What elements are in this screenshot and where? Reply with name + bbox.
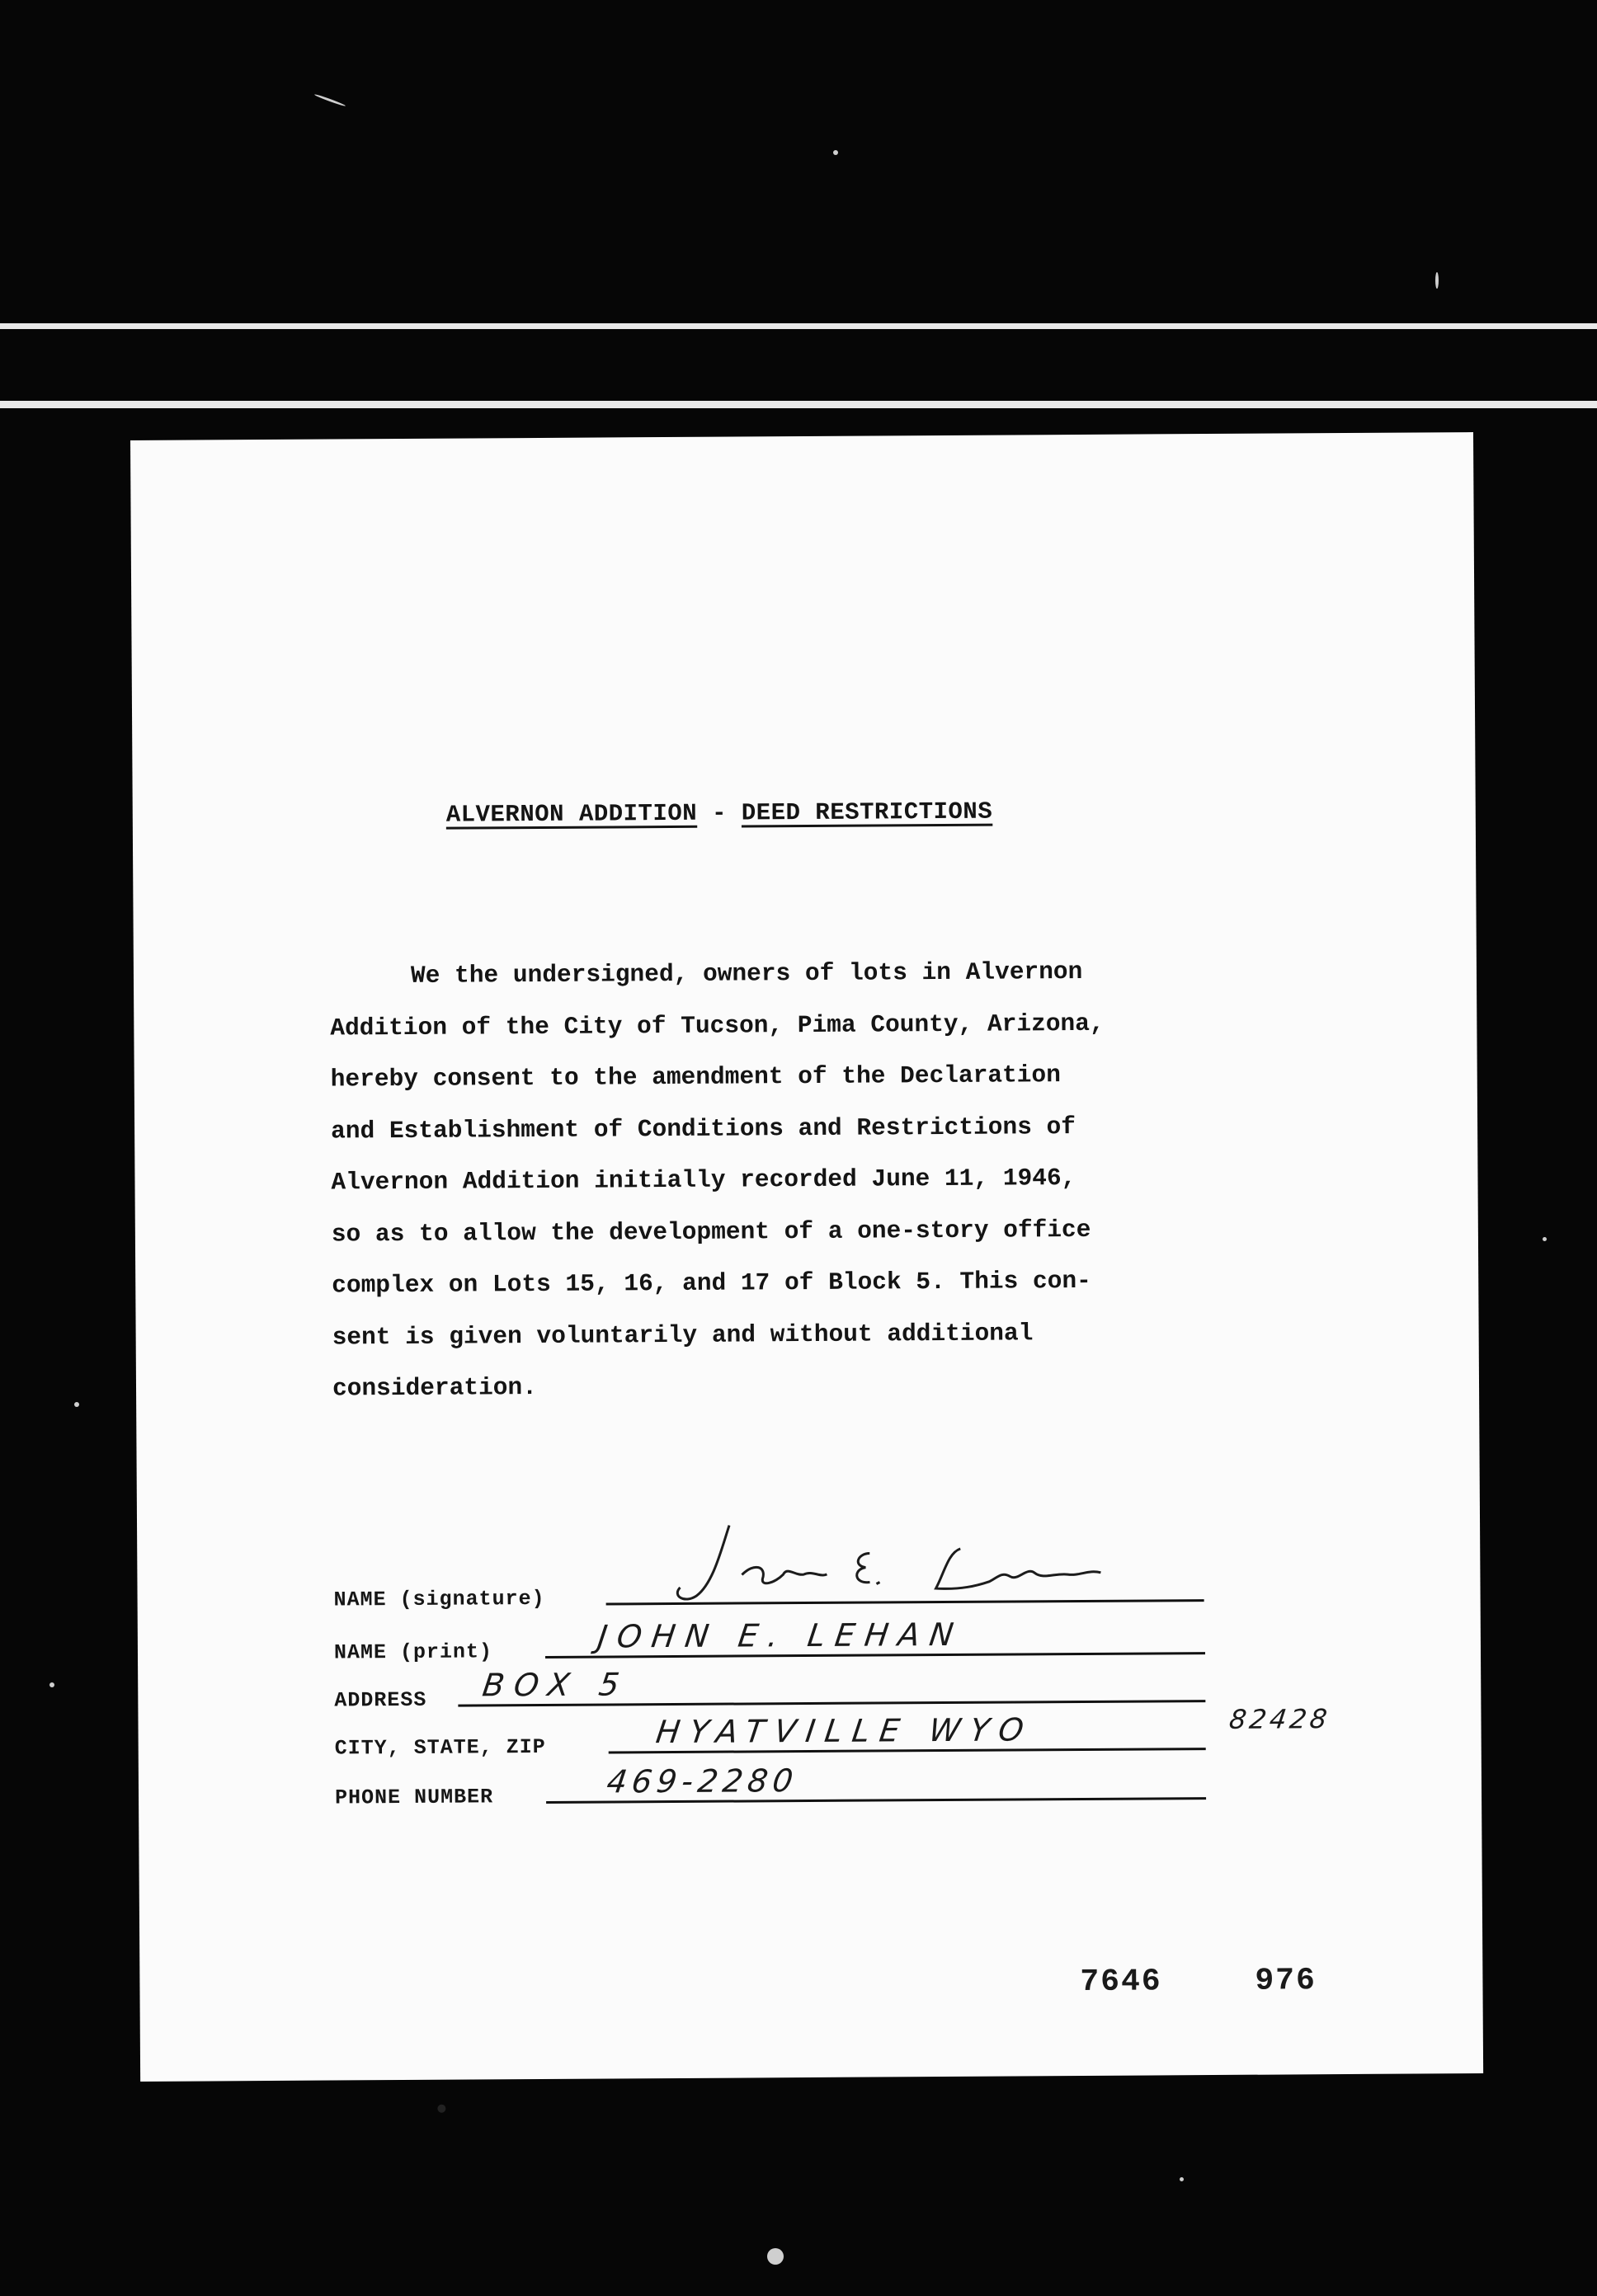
scan-speck: [1435, 272, 1439, 289]
city-state-zip-label: CITY, STATE, ZIP: [334, 1734, 546, 1761]
paragraph-line: We the undersigned, owners of lots in Alvernon: [410, 957, 1083, 990]
city-state-zip-row: [334, 1703, 1357, 1766]
print-name-value: JOHN E. LEHAN: [595, 1616, 966, 1655]
scan-speck: [74, 1402, 79, 1407]
paragraph-line: hereby consent to the amendment of the Declaration: [330, 1061, 1061, 1094]
handwritten-signature: [663, 1515, 1126, 1608]
paragraph-line: Alvernon Addition initially recorded June 11, 1946,: [331, 1164, 1076, 1197]
scan-edge-line: [0, 401, 1597, 408]
address-label: ADDRESS: [334, 1687, 427, 1713]
title-part-addition: ALVERNON ADDITION: [445, 799, 698, 829]
phone-value: 469-2280: [604, 1762, 800, 1800]
address-value: BOX 5: [480, 1666, 632, 1704]
scan-speck: [833, 150, 838, 155]
print-name-row: [334, 1614, 1357, 1670]
phone-label: PHONE NUMBER: [334, 1785, 494, 1810]
paragraph-line: complex on Lots 15, 16, and 17 of Block 5. This con-: [332, 1266, 1091, 1300]
city-state-value: HYATVILLE WYO: [653, 1711, 1036, 1751]
scan-edge-line: [0, 323, 1597, 329]
paper-speck: [437, 2105, 445, 2113]
zip-value: 82428: [1227, 1703, 1332, 1735]
document-number-right: 976: [1255, 1963, 1317, 1999]
paragraph-line: sent is given voluntarily and without additional: [332, 1318, 1034, 1352]
paragraph-line: Addition of the City of Tucson, Pima County, Arizona,: [330, 1009, 1105, 1042]
print-name-label: NAME (print): [333, 1640, 493, 1665]
paragraph-line: consideration.: [332, 1373, 537, 1403]
signature-row: [333, 1561, 1356, 1617]
signature-label: NAME (signature): [333, 1586, 545, 1612]
scan-speck: [314, 93, 346, 106]
title-separator: -: [697, 799, 742, 827]
consent-paragraph: [330, 944, 1289, 1414]
scan-speck: [767, 2248, 784, 2265]
address-row: [334, 1662, 1357, 1718]
title-part-restrictions: DEED RESTRICTIONS: [741, 797, 993, 827]
document-sheet: [130, 432, 1483, 2082]
document-number-left: 7646: [1080, 1964, 1162, 2001]
paragraph-line: and Establishment of Conditions and Restrictions of: [331, 1112, 1076, 1146]
scan-speck: [1180, 2177, 1184, 2181]
phone-row: [335, 1759, 1358, 1815]
scan-speck: [49, 1682, 54, 1687]
scan-speck: [1543, 1237, 1547, 1241]
paragraph-line: so as to allow the development of a one-story office: [331, 1215, 1091, 1249]
document-title: [446, 798, 993, 829]
